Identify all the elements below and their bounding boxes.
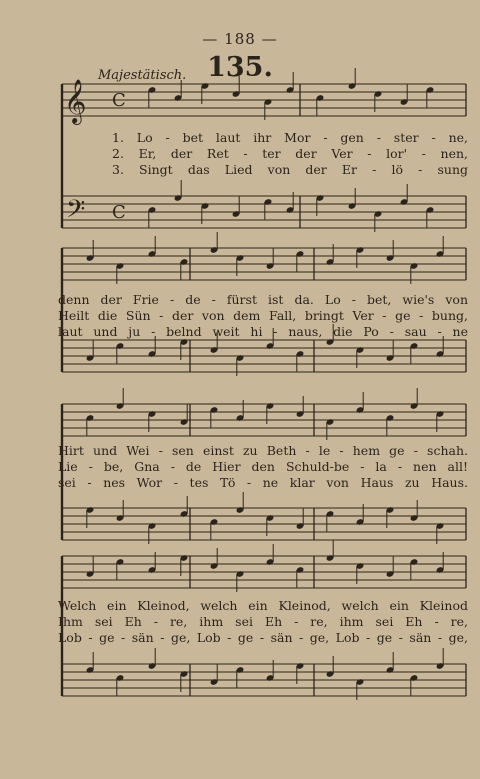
time-signature: C xyxy=(112,202,126,223)
treble-clef-icon: 𝄞 xyxy=(64,79,87,123)
page-number: — 188 — xyxy=(202,30,278,48)
lyric-line: 3. Singt das Lied von der Er - lö - sung xyxy=(112,162,468,177)
lyric-line: 1. Lo - bet laut ihr Mor - gen - ster - ne, xyxy=(112,130,468,145)
lyric-line: Ihm sei Eh - re, ihm sei Eh - re, ihm sei Eh - re, xyxy=(58,614,468,629)
lyric-line: Hirt und Wei - sen einst zu Beth - le - hem ge - schah. xyxy=(58,443,468,458)
lyric-line: Heilt die Sün - der von dem Fall, bringt Ver - ge - bung, xyxy=(58,308,468,323)
lyric-line: 2. Er, der Ret - ter der Ver - lor' - nen, xyxy=(112,146,468,161)
lyric-line: laut und ju - belnd weit hi - naus, die Po - sau - ne xyxy=(58,324,468,339)
lyric-line: denn der Frie - de - fürst ist da. Lo - bet, wie's von xyxy=(58,292,468,307)
lyric-line: Welch ein Kleinod, welch ein Kleinod, welch ein Kleinod xyxy=(58,598,468,613)
time-signature: C xyxy=(112,90,126,111)
lyric-line: Lie - be, Gna - de Hier den Schuld-be - la - nen all! xyxy=(58,459,468,474)
tempo-marking: Majestätisch. xyxy=(98,68,187,83)
hymn-number: 135. xyxy=(207,52,273,83)
lyric-line: sei - nes Wor - tes Tö - ne klar von Haus zu Haus. xyxy=(58,475,468,490)
lyric-line: Lob - ge - sän - ge, Lob - ge - sän - ge, Lob - ge - sän - ge, xyxy=(58,630,468,645)
bass-clef-icon: 𝄢 xyxy=(66,195,86,230)
